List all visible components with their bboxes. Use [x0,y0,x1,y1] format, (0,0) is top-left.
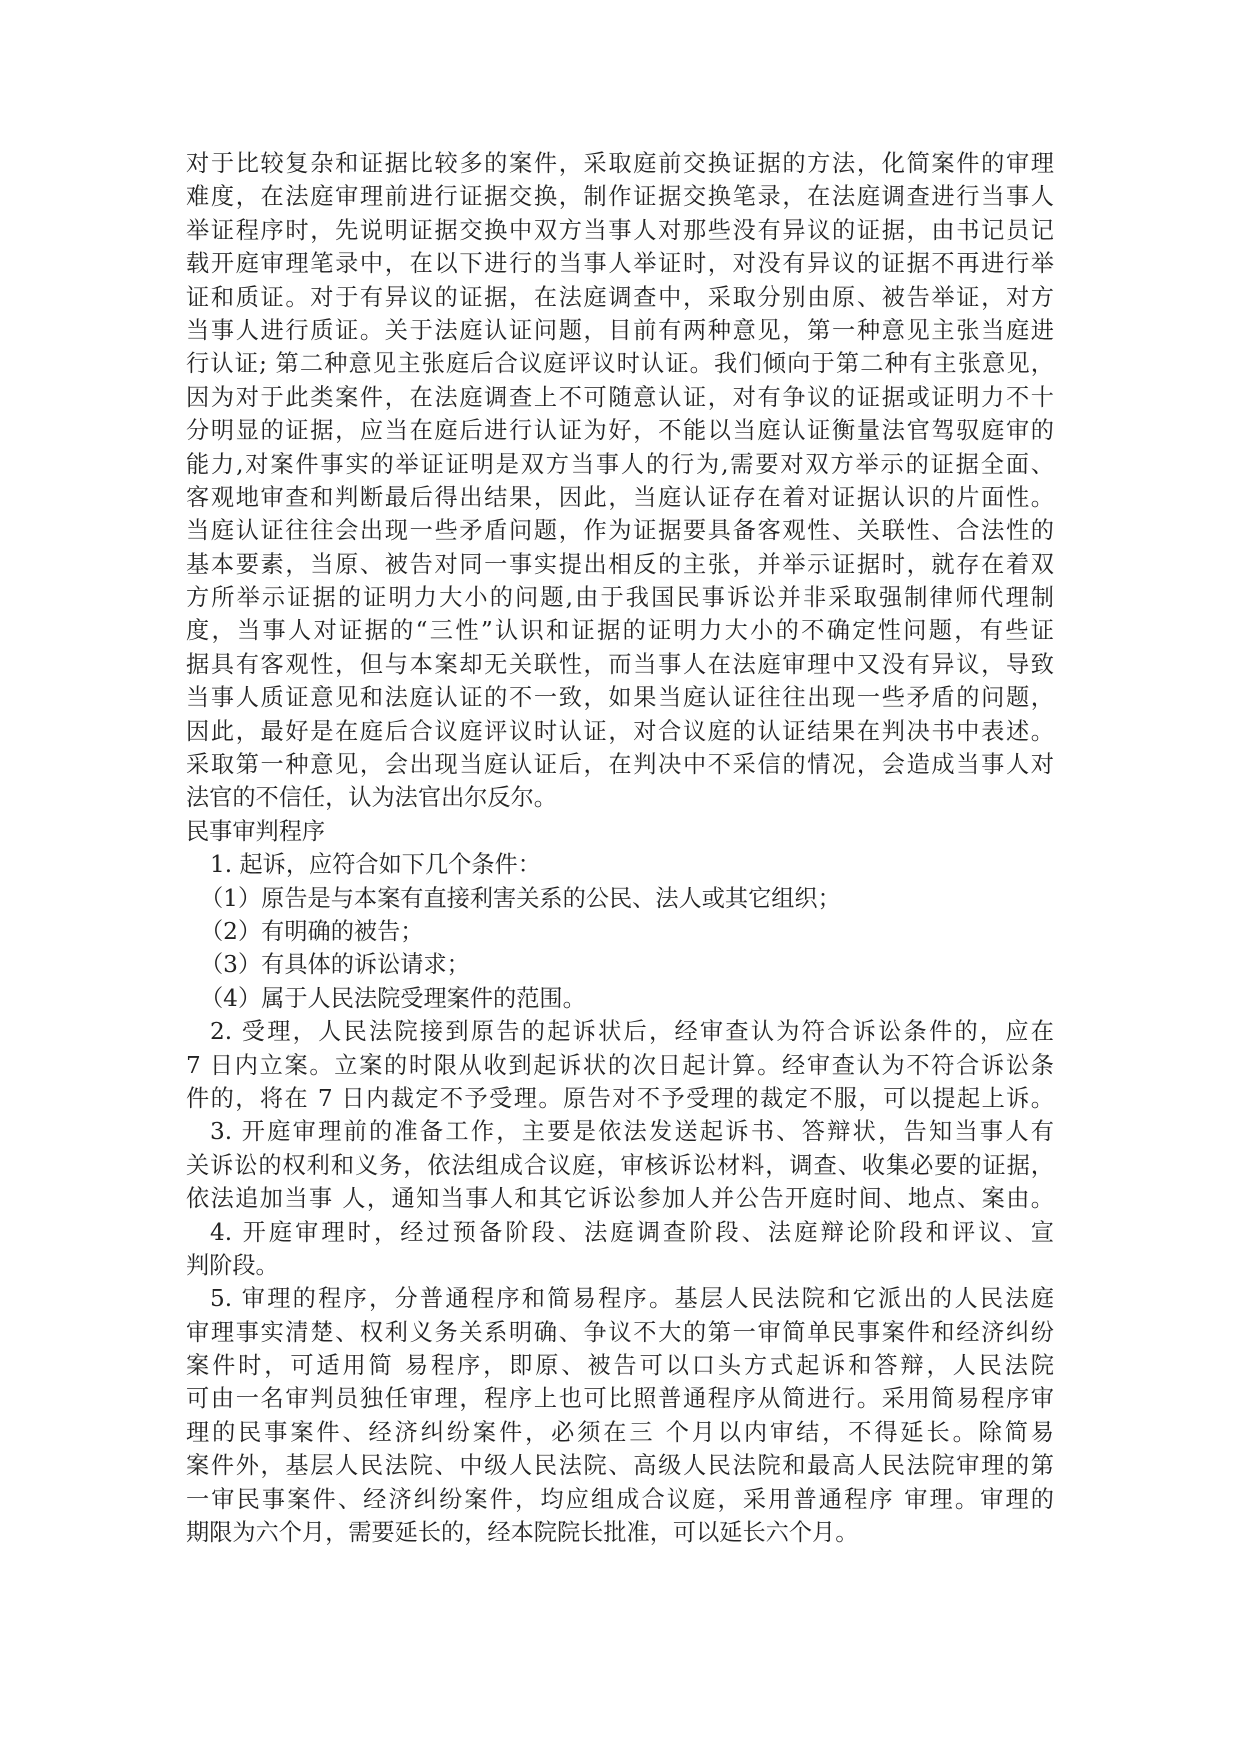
item-heading: 1. 起诉，应符合如下几个条件： [210,851,541,879]
text-line: 一审民事案件、经济纠纷案件，均应组成合议庭，采用普通程序 审理。审理的 [186,1485,1054,1513]
condition-item: （2）有明确的被告； [200,917,424,945]
item-1-filing [186,848,1054,1015]
text-line: 判阶段。 [186,1251,279,1279]
text-line: 依法追加当事 人，通知当事人和其它诉讼参加人并公告开庭时间、地点、案由。 [186,1185,1054,1213]
document-page [186,147,1054,1549]
condition-item: （1）原告是与本案有直接利害关系的公民、法人或其它组织； [200,884,841,912]
text-line: 5. 审理的程序，分普通程序和简易程序。基层人民法院和它派出的人民法庭 [210,1285,1054,1313]
condition-item: （3）有具体的诉讼请求； [200,951,470,979]
item-5-procedure [186,1282,1054,1549]
text-line: 能力,对案件事实的举证证明是双方当事人的行为,需要对双方举示的证据全面、 [186,450,1054,478]
text-line: 2. 受理，人民法院接到原告的起诉状后，经审查认为符合诉讼条件的，应在 [210,1018,1054,1046]
text-line: 案件时，可适用简 易程序，即原、被告可以口头方式起诉和答辩，人民法院 [186,1352,1054,1380]
item-4-trial [186,1216,1054,1283]
text-line: 难度，在法庭审理前进行证据交换，制作证据交换笔录，在法庭调查进行当事人 [186,183,1054,211]
text-line: 法官的不信任，认为法官出尔反尔。 [186,784,557,812]
text-line: 载开庭审理笔录中，在以下进行的当事人举证时，对没有异议的证据不再进行举 [186,250,1054,278]
text-line: 采取第一种意见，会出现当庭认证后，在判决中不采信的情况，会造成当事人对 [186,751,1054,779]
item-2-acceptance [186,1015,1054,1115]
text-line: 度，当事人对证据的“三性”认识和证据的证明力大小的不确定性问题，有些证 [186,617,1054,645]
text-line: 因为对于此类案件，在法庭调查上不可随意认证，对有争议的证据或证明力不十 [186,383,1054,411]
text-line: 对于比较复杂和证据比较多的案件，采取庭前交换证据的方法，化简案件的审理 [186,150,1054,177]
text-line: 方所举示证据的证明力大小的问题,由于我国民事诉讼并非采取强制律师代理制 [186,584,1054,612]
text-line: 据具有客观性，但与本案却无关联性，而当事人在法庭审理中又没有异议，导致 [186,650,1054,678]
text-line: 分明显的证据，应当在庭后进行认证为好，不能以当庭认证衡量法官驾驭庭审的 [186,417,1054,445]
text-line: 关诉讼的权利和义务，依法组成合议庭，审核诉讼材料，调查、收集必要的证据， [186,1151,1054,1179]
text-line: 证和质证。对于有异议的证据，在法庭调查中，采取分别由原、被告举证，对方 [186,283,1054,311]
text-line: 可由一名审判员独任审理，程序上也可比照普通程序从简进行。采用简易程序审 [186,1385,1054,1413]
text-line: 客观地审查和判断最后得出结果，因此，当庭认证存在着对证据认识的片面性。 [186,483,1054,511]
text-line: 7 日内立案。立案的时限从收到起诉状的次日起计算。经审查认为不符合诉讼条 [186,1051,1054,1079]
text-line: 审理事实清楚、权利义务关系明确、争议不大的第一审简单民事案件和经济纠纷 [186,1318,1054,1346]
paragraph-evidence-certification [186,147,1054,815]
item-3-preparation [186,1115,1054,1215]
text-line: 件的，将在 7 日内裁定不予受理。原告对不予受理的裁定不服，可以提起上诉。 [186,1084,1054,1112]
text-line: 理的民事案件、经济纠纷案件，必须在三 个月以内审结，不得延长。除简易 [186,1418,1054,1446]
text-line: 当事人进行质证。关于法庭认证问题，目前有两种意见，第一种意见主张当庭进 [186,316,1054,344]
text-line: 基本要素，当原、被告对同一事实提出相反的主张，并举示证据时，就存在着双 [186,550,1054,578]
text-line: 当庭认证往往会出现一些矛盾问题，作为证据要具备客观性、关联性、合法性的 [186,517,1054,545]
text-line: 行认证; 第二种意见主张庭后合议庭评议时认证。我们倾向于第二种有主张意见， [186,350,1054,378]
text-line: 3. 开庭审理前的准备工作，主要是依法发送起诉书、答辩状，告知当事人有 [210,1118,1054,1146]
text-line: 因此，最好是在庭后合议庭评议时认证，对合议庭的认证结果在判决书中表述。 [186,717,1054,745]
section-title: 民事审判程序 [186,817,326,845]
text-line: 当事人质证意见和法庭认证的不一致，如果当庭认证往往出现一些矛盾的问题， [186,684,1054,712]
text-line: 案件外，基层人民法院、中级人民法院、高级人民法院和最高人民法院审理的第 [186,1452,1054,1480]
text-line: 举证程序时，先说明证据交换中双方当事人对那些没有异议的证据，由书记员记 [186,216,1054,244]
text-line: 期限为六个月，需要延长的，经本院院长批准，可以延长六个月。 [186,1519,859,1547]
text-line: 4. 开庭审理时，经过预备阶段、法庭调查阶段、法庭辩论阶段和评议、宣 [210,1218,1054,1246]
condition-item: （4）属于人民法院受理案件的范围。 [200,984,586,1012]
